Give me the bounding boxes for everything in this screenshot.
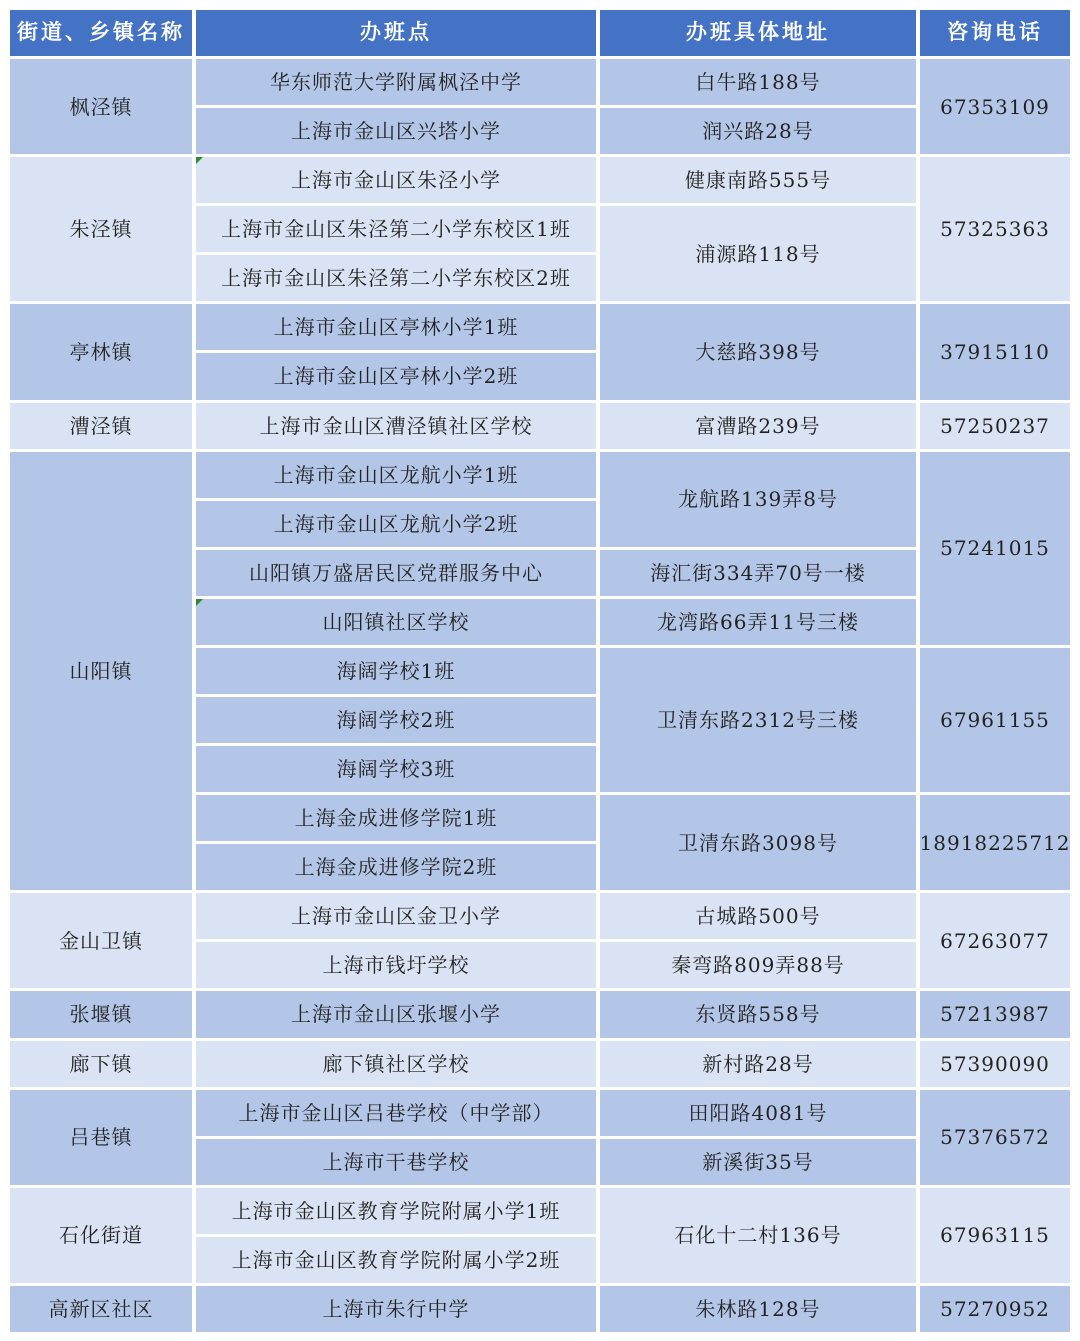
address-cell: 龙湾路66弄11号三楼 [600, 599, 916, 645]
site-cell: 上海市钱圩学校 [196, 942, 596, 988]
site-cell: 上海市金山区朱泾第二小学东校区2班 [196, 255, 596, 301]
address-cell: 润兴路28号 [600, 108, 916, 154]
address-cell: 富漕路239号 [600, 403, 916, 449]
address-cell: 石化十二村136号 [600, 1188, 916, 1283]
site-cell: 海阔学校3班 [196, 746, 596, 792]
phone-cell: 67263077 [920, 893, 1070, 988]
town-cell: 廊下镇 [10, 1041, 192, 1087]
town-cell: 漕泾镇 [10, 403, 192, 449]
site-cell: 上海市干巷学校 [196, 1139, 596, 1185]
town-cell: 枫泾镇 [10, 59, 192, 154]
phone-cell: 67961155 [920, 648, 1070, 792]
town-cell: 金山卫镇 [10, 893, 192, 988]
address-cell: 海汇街334弄70号一楼 [600, 550, 916, 596]
town-cell: 张堰镇 [10, 991, 192, 1037]
site-cell: 上海市金山区朱泾小学 [196, 157, 596, 203]
site-cell: 上海市金山区金卫小学 [196, 893, 596, 939]
town-cell: 亭林镇 [10, 304, 192, 399]
site-cell: 上海市金山区龙航小学2班 [196, 501, 596, 547]
phone-cell: 37915110 [920, 304, 1070, 399]
site-cell: 上海市金山区吕巷学校（中学部） [196, 1090, 596, 1136]
town-cell: 朱泾镇 [10, 157, 192, 301]
site-cell: 山阳镇万盛居民区党群服务中心 [196, 550, 596, 596]
address-cell: 田阳路4081号 [600, 1090, 916, 1136]
site-cell: 上海市金山区教育学院附属小学2班 [196, 1237, 596, 1283]
phone-cell: 57270952 [920, 1286, 1070, 1332]
header-site: 办班点 [196, 10, 596, 56]
site-cell: 廊下镇社区学校 [196, 1041, 596, 1087]
address-cell: 大慈路398号 [600, 304, 916, 399]
site-cell: 上海市金山区朱泾第二小学东校区1班 [196, 206, 596, 252]
phone-cell: 57376572 [920, 1090, 1070, 1185]
phone-cell: 18918225712 [920, 795, 1070, 890]
site-cell: 上海金成进修学院1班 [196, 795, 596, 841]
phone-cell: 57250237 [920, 403, 1070, 449]
phone-cell: 57325363 [920, 157, 1070, 301]
address-cell: 卫清东路3098号 [600, 795, 916, 890]
phone-cell: 67963115 [920, 1188, 1070, 1283]
address-cell: 龙航路139弄8号 [600, 452, 916, 547]
address-cell: 朱林路128号 [600, 1286, 916, 1332]
town-cell: 高新区社区 [10, 1286, 192, 1332]
town-cell: 石化街道 [10, 1188, 192, 1283]
site-cell: 山阳镇社区学校 [196, 599, 596, 645]
site-cell: 上海市朱行中学 [196, 1286, 596, 1332]
address-cell: 秦弯路809弄88号 [600, 942, 916, 988]
site-cell: 上海市金山区亭林小学2班 [196, 353, 596, 399]
site-cell: 上海市金山区兴塔小学 [196, 108, 596, 154]
site-cell: 海阔学校2班 [196, 697, 596, 743]
phone-cell: 57390090 [920, 1041, 1070, 1087]
address-cell: 新溪街35号 [600, 1139, 916, 1185]
address-cell: 新村路28号 [600, 1041, 916, 1087]
header-phone: 咨询电话 [920, 10, 1070, 56]
site-cell: 上海金成进修学院2班 [196, 844, 596, 890]
enrollment-table [10, 10, 1070, 1332]
site-cell: 上海市金山区亭林小学1班 [196, 304, 596, 350]
header-address: 办班具体地址 [600, 10, 916, 56]
address-cell: 东贤路558号 [600, 991, 916, 1037]
phone-cell: 57241015 [920, 452, 1070, 645]
address-cell: 卫清东路2312号三楼 [600, 648, 916, 792]
phone-cell: 57213987 [920, 991, 1070, 1037]
phone-cell: 67353109 [920, 59, 1070, 154]
site-cell: 海阔学校1班 [196, 648, 596, 694]
town-cell: 山阳镇 [10, 452, 192, 891]
site-cell: 上海市金山区教育学院附属小学1班 [196, 1188, 596, 1234]
site-cell: 华东师范大学附属枫泾中学 [196, 59, 596, 105]
site-cell: 上海市金山区张堰小学 [196, 991, 596, 1037]
header-town: 街道、乡镇名称 [10, 10, 192, 56]
site-cell: 上海市金山区龙航小学1班 [196, 452, 596, 498]
address-cell: 健康南路555号 [600, 157, 916, 203]
address-cell: 古城路500号 [600, 893, 916, 939]
address-cell: 浦源路118号 [600, 206, 916, 301]
site-cell: 上海市金山区漕泾镇社区学校 [196, 403, 596, 449]
town-cell: 吕巷镇 [10, 1090, 192, 1185]
address-cell: 白牛路188号 [600, 59, 916, 105]
